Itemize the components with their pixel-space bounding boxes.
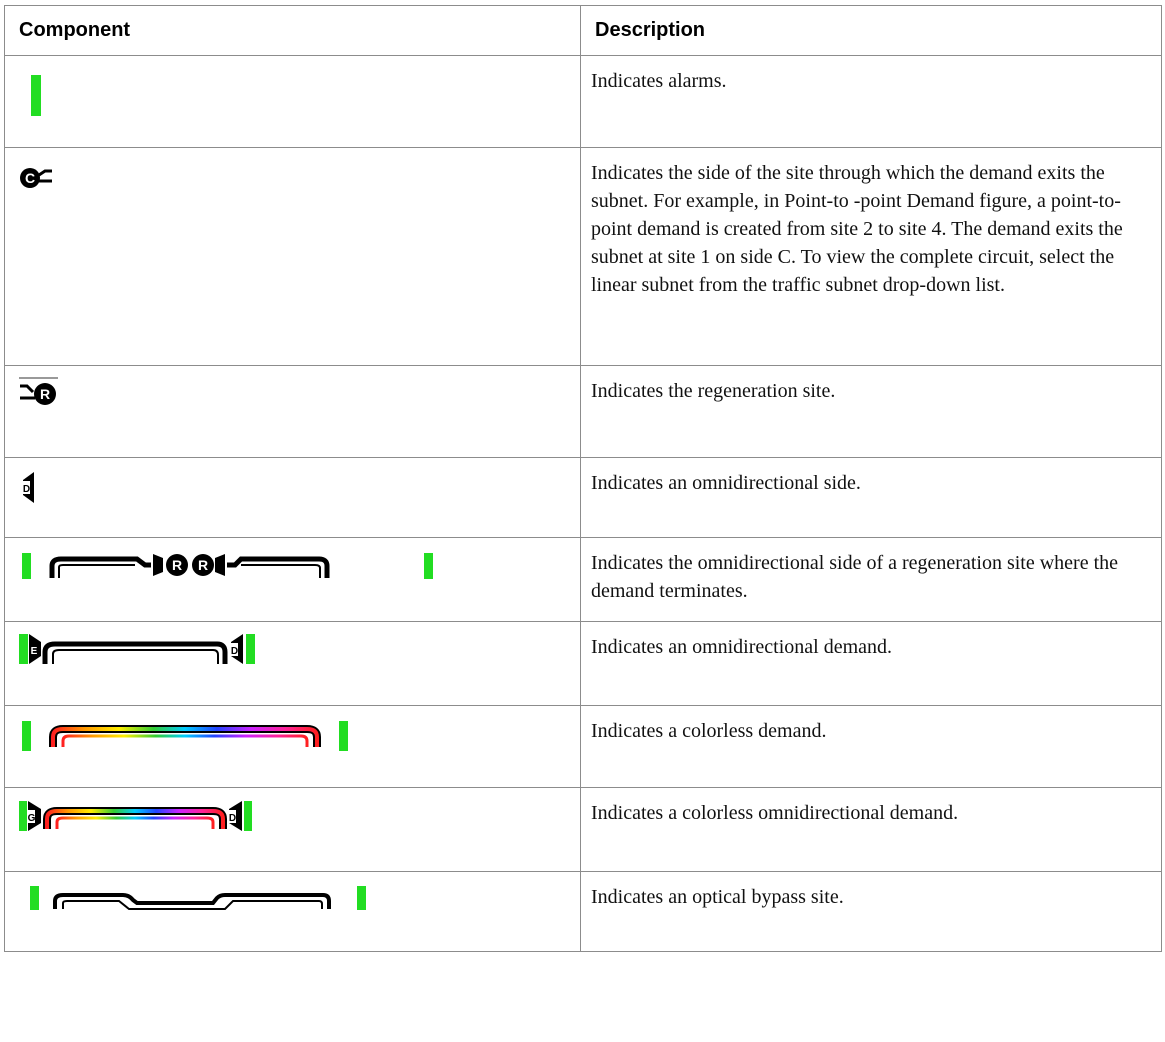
component-cell <box>5 538 581 622</box>
colorless-demand-icon <box>19 717 359 753</box>
component-table <box>4 5 1162 952</box>
component-column-header: Component <box>5 6 581 56</box>
component-cell <box>5 622 581 706</box>
optical-bypass-site-icon <box>19 883 379 915</box>
description-cell: Indicates the omnidirectional side of a regeneration site where the demand terminates. <box>581 538 1162 622</box>
description-cell: Indicates alarms. <box>581 56 1162 148</box>
description-cell: Indicates a colorless demand. <box>581 706 1162 788</box>
description-cell: Indicates the regeneration site. <box>581 366 1162 458</box>
description-cell: Indicates the side of the site through which the demand exits the subnet. For example, in Point-to -point Demand figure, a point-to-point demand is created from site 2 to site 4. The demand exits the subnet at site 1 on side C. To view the complete circuit, select the linear subnet from the traffic subnet drop-down list. <box>581 148 1162 366</box>
description-cell: Indicates a colorless omnidirectional demand. <box>581 788 1162 872</box>
table-row <box>5 56 1162 148</box>
omnidirectional-side-icon <box>20 471 38 507</box>
description-column-header: Description <box>581 6 1162 56</box>
svg-text:R: R <box>39 386 51 402</box>
svg-text:R: R <box>197 557 209 573</box>
table-row <box>5 148 1162 366</box>
component-cell <box>5 872 581 952</box>
side-c-exit-icon <box>19 165 53 193</box>
omnidirectional-demand-icon <box>17 630 307 666</box>
svg-text:G: G <box>27 813 36 824</box>
component-cell <box>5 788 581 872</box>
table-row <box>5 706 1162 788</box>
table-header-row <box>5 6 1162 56</box>
table-row <box>5 366 1162 458</box>
component-cell <box>5 366 581 458</box>
table-row <box>5 622 1162 706</box>
component-cell <box>5 56 581 148</box>
description-cell: Indicates an omnidirectional side. <box>581 458 1162 538</box>
component-cell <box>5 458 581 538</box>
table-row <box>5 538 1162 622</box>
component-cell <box>5 148 581 366</box>
svg-text:C: C <box>24 170 36 186</box>
svg-text:D: D <box>228 813 237 824</box>
svg-text:R: R <box>171 557 183 573</box>
description-cell: Indicates an omnidirectional demand. <box>581 622 1162 706</box>
table-row <box>5 872 1162 952</box>
green-alarm-bar-icon <box>30 74 44 118</box>
component-cell <box>5 706 581 788</box>
svg-text:D: D <box>230 646 239 657</box>
colorless-omnidirectional-demand-icon <box>17 797 297 833</box>
regeneration-site-icon <box>19 376 59 412</box>
svg-text:E: E <box>30 646 38 657</box>
omnidirectional-regen-termination-icon <box>19 548 439 584</box>
description-cell: Indicates an optical bypass site. <box>581 872 1162 952</box>
svg-text:D: D <box>22 484 31 495</box>
table-row <box>5 788 1162 872</box>
table-row <box>5 458 1162 538</box>
